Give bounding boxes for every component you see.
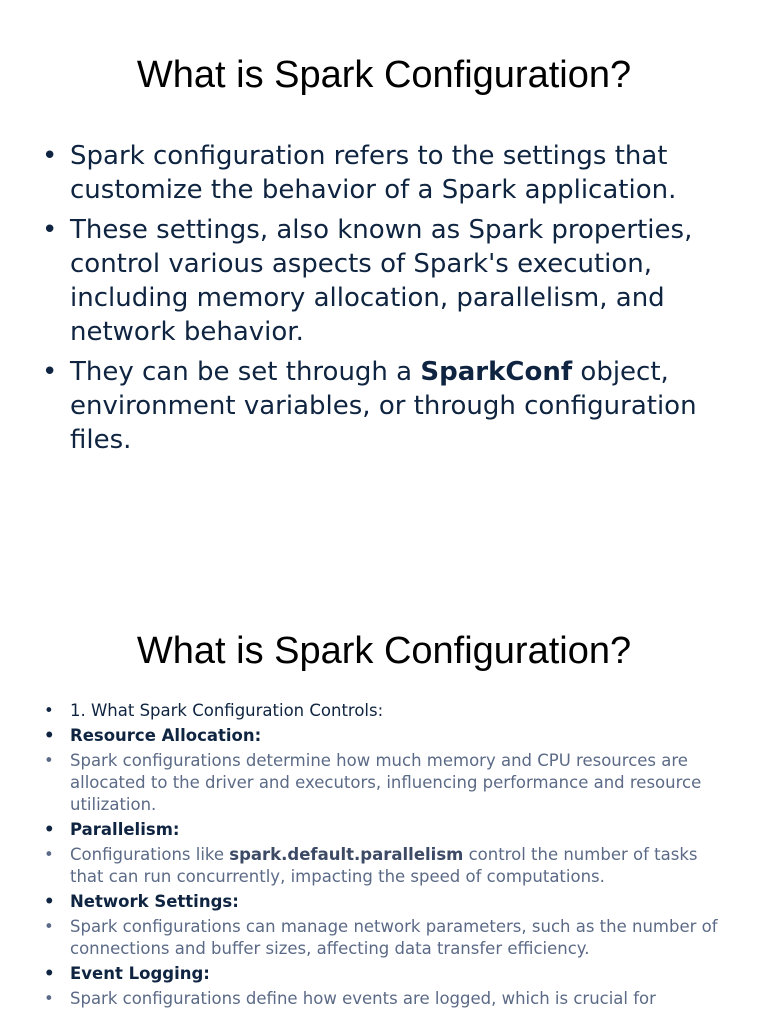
bullet-list <box>0 139 768 463</box>
list-item <box>0 700 768 722</box>
slide-title: What is Spark Configuration? <box>136 54 632 96</box>
list-item <box>0 213 768 349</box>
item-description: Spark configurations determine how much memory and CPU resources are allocated to the driver and executors, influencing performance and resource utilization. <box>70 751 702 814</box>
list-item <box>0 844 768 888</box>
list-item <box>0 988 768 1010</box>
list-item <box>0 819 768 841</box>
item-heading: Parallelism: <box>70 820 180 839</box>
item-description: Spark configurations can manage network parameters, such as the number of connections and buffer sizes, affecting data transfer efficiency. <box>70 917 718 958</box>
list-item <box>0 355 768 457</box>
item-description-after: control the number of tasks that can run concurrently, impacting the speed of computations. <box>70 845 698 886</box>
bullet-icon: • <box>42 357 58 387</box>
bullet-icon: • <box>44 989 54 1008</box>
bullet-icon: • <box>42 141 58 171</box>
bullet-text-after: object, environment variables, or through configuration files. <box>70 357 697 455</box>
item-description-before: Configurations like <box>70 845 230 864</box>
bullet-icon: • <box>44 917 54 936</box>
slide-title: What is Spark Configuration? <box>136 630 632 672</box>
bullet-icon: • <box>44 845 54 864</box>
bullet-icon: • <box>42 215 58 245</box>
bullet-list <box>0 700 768 1013</box>
bullet-icon: • <box>44 820 55 839</box>
bullet-icon: • <box>44 892 55 911</box>
list-item <box>0 963 768 985</box>
bullet-icon: • <box>44 701 54 720</box>
list-item <box>0 750 768 816</box>
bullet-icon: • <box>44 751 54 770</box>
bullet-text: Spark configuration refers to the settings that customize the behavior of a Spark application. <box>70 141 677 205</box>
bullet-text: These settings, also known as Spark properties, control various aspects of Spark's execution, including memory allocation, parallelism, and network behavior. <box>70 215 693 347</box>
bullet-icon: • <box>44 964 55 983</box>
item-heading: Event Logging: <box>70 964 210 983</box>
item-heading: Resource Allocation: <box>70 726 262 745</box>
list-item <box>0 139 768 207</box>
list-item <box>0 916 768 960</box>
list-item <box>0 891 768 913</box>
sparkconf-term: SparkConf <box>420 357 573 387</box>
item-description: Spark configurations define how events are logged, which is crucial for <box>70 989 656 1008</box>
bullet-text-before: They can be set through a <box>70 357 421 387</box>
slide-2 <box>0 576 768 1024</box>
item-heading: Network Settings: <box>70 892 239 911</box>
bullet-icon: • <box>44 726 55 745</box>
section-label: 1. What Spark Configuration Controls: <box>70 701 384 720</box>
list-item <box>0 725 768 747</box>
parallelism-property: spark.default.parallelism <box>229 845 464 864</box>
